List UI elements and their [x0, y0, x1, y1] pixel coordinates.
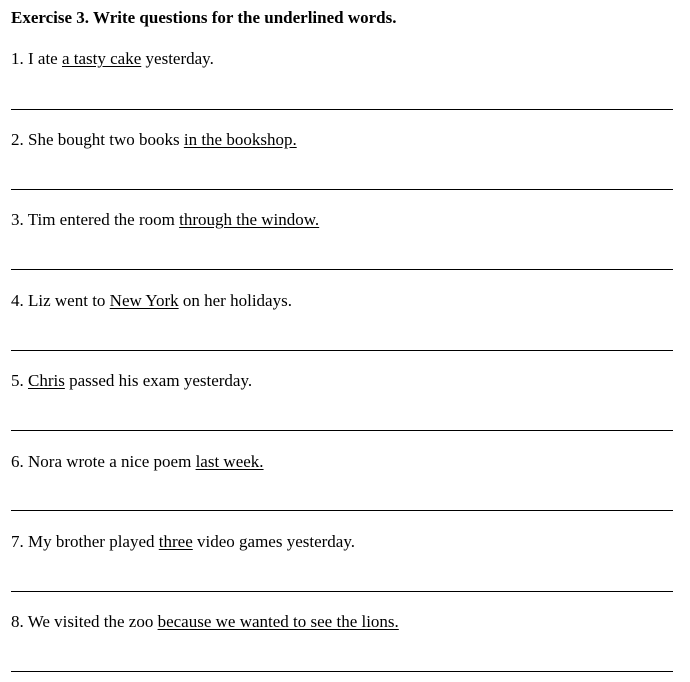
question-6: [11, 452, 264, 472]
question-3: [11, 210, 319, 230]
question-2-text: 2. She bought two books: [11, 130, 184, 149]
question-7: [11, 532, 355, 552]
exercise-title: Exercise 3. Write questions for the underlined words.: [11, 8, 397, 27]
answer-line-4[interactable]: [11, 350, 673, 351]
question-5-underlined: Chris: [28, 371, 65, 390]
question-4-text: 4. Liz went to: [11, 291, 110, 310]
answer-line-6[interactable]: [11, 510, 673, 511]
question-5-text: 5.: [11, 371, 28, 390]
question-4: [11, 291, 292, 311]
answer-line-3[interactable]: [11, 269, 673, 270]
question-6-underlined: last week.: [195, 452, 264, 471]
question-4-rest: on her holidays.: [178, 291, 292, 310]
answer-line-1[interactable]: [11, 109, 673, 110]
question-2: [11, 130, 297, 150]
question-3-underlined: through the window.: [179, 210, 320, 229]
question-4-underlined: New York: [109, 291, 179, 310]
question-1-text: 1. I ate: [11, 49, 62, 68]
question-5: [11, 371, 252, 391]
answer-line-2[interactable]: [11, 189, 673, 190]
answer-line-8[interactable]: [11, 671, 673, 672]
question-1: [11, 49, 214, 69]
question-5-rest: passed his exam yesterday.: [64, 371, 253, 390]
question-3-text: 3. Tim entered the room: [11, 210, 180, 229]
question-7-underlined: three: [158, 532, 193, 551]
question-8-text: 8. We visited the zoo: [11, 612, 158, 631]
question-7-text: 7. My brother played: [11, 532, 159, 551]
question-2-underlined: in the bookshop.: [183, 130, 297, 149]
question-8: [11, 612, 399, 632]
answer-line-7[interactable]: [11, 591, 673, 592]
answer-line-5[interactable]: [11, 430, 673, 431]
question-7-rest: video games yesterday.: [192, 532, 355, 551]
question-8-underlined: because we wanted to see the lions.: [157, 612, 399, 631]
question-1-rest: yesterday.: [141, 49, 214, 68]
question-6-text: 6. Nora wrote a nice poem: [11, 452, 196, 471]
question-1-underlined: a tasty cake: [61, 49, 142, 68]
